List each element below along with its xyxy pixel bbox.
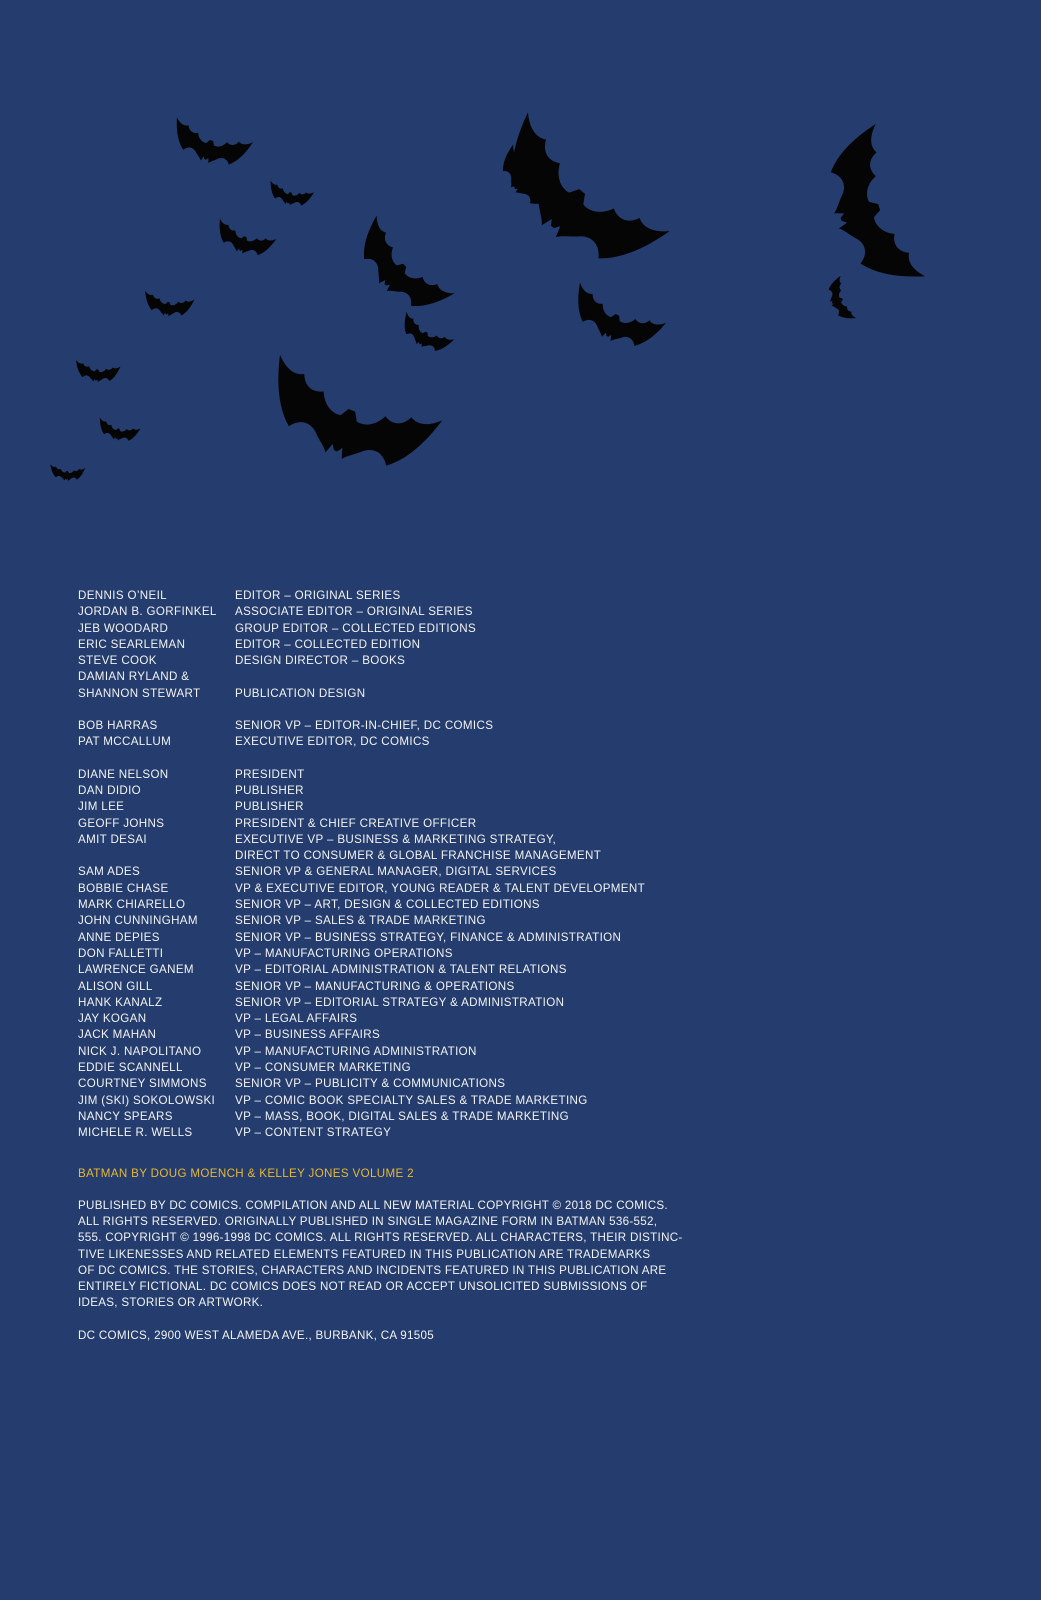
credit-name: JIM (SKI) SOKOLOWSKI: [78, 1093, 216, 1107]
legal-line: OF DC COMICS. THE STORIES, CHARACTERS AND INCIDENTS FEATURED IN THIS PUBLICATION ARE: [78, 1263, 667, 1277]
legal-line: PUBLISHED BY DC COMICS. COMPILATION AND ALL NEW MATERIAL COPYRIGHT © 2018 DC COMICS.: [78, 1199, 668, 1212]
credit-row: [78, 1076, 778, 1092]
credit-title: PUBLISHER: [235, 783, 304, 797]
credit-title: VP – EDITORIAL ADMINISTRATION & TALENT RELATIONS: [235, 963, 567, 977]
credit-row: [78, 734, 778, 750]
credit-row: [78, 604, 778, 620]
legal-line: ALL RIGHTS RESERVED. ORIGINALLY PUBLISHED IN SINGLE MAGAZINE FORM IN BATMAN 536-552,: [78, 1215, 658, 1229]
credit-title: [235, 669, 778, 685]
legal-notice: [78, 1198, 718, 1311]
bat-icon: [395, 312, 454, 360]
credit-name: ALISON GILL: [78, 979, 153, 993]
credit-name: JEB WOODARD: [78, 621, 169, 635]
credit-name: NANCY SPEARS: [78, 1109, 173, 1123]
credit-title: EDITOR – ORIGINAL SERIES: [235, 589, 401, 602]
credit-row: [78, 588, 778, 604]
credit-title: VP – COMIC BOOK SPECIALTY SALES & TRADE MARKETING: [235, 1093, 588, 1107]
bat-silhouettes-icon: [0, 0, 1041, 560]
publisher-address: DC COMICS, 2900 WEST ALAMEDA AVE., BURBANK, CA 91505: [78, 1329, 435, 1342]
credit-row: [78, 621, 778, 637]
credit-title: VP – BUSINESS AFFAIRS: [235, 1028, 381, 1042]
credit-title: SENIOR VP – EDITORIAL STRATEGY & ADMINISTRATION: [235, 995, 565, 1009]
credit-title: VP – MANUFACTURING OPERATIONS: [235, 946, 453, 960]
credit-name: COURTNEY SIMMONS: [78, 1077, 207, 1091]
credit-title: VP – MASS, BOOK, DIGITAL SALES & TRADE MARKETING: [235, 1109, 569, 1123]
credit-row: [78, 816, 778, 832]
credit-row: [78, 864, 778, 880]
credit-title: SENIOR VP – PUBLICITY & COMMUNICATIONS: [235, 1077, 506, 1091]
credit-row: [78, 979, 778, 995]
legal-line: TIVE LIKENESSES AND RELATED ELEMENTS FEATURED IN THIS PUBLICATION ARE TRADEMARKS: [78, 1247, 651, 1261]
credit-row: [78, 653, 778, 669]
credit-row: [78, 637, 778, 653]
credit-title: VP – MANUFACTURING ADMINISTRATION: [235, 1044, 477, 1058]
bat-icon: [266, 180, 314, 210]
credit-row: [78, 783, 778, 799]
credit-row: [78, 832, 778, 848]
credit-row: [78, 1125, 778, 1141]
credit-title: SENIOR VP – ART, DESIGN & COLLECTED EDITIONS: [235, 898, 540, 912]
bat-icon: [812, 124, 925, 297]
credit-row: [78, 930, 778, 946]
credit-name: DAN DIDIO: [78, 783, 142, 797]
credit-title: ASSOCIATE EDITOR – ORIGINAL SERIES: [235, 605, 473, 619]
credit-row: [78, 1044, 778, 1060]
credit-row: [78, 1060, 778, 1076]
bat-icon: [344, 216, 454, 326]
credit-row: [78, 767, 778, 783]
legal-line: 555. COPYRIGHT © 1996-1998 DC COMICS. ALL RIGHTS RESERVED. ALL CHARACTERS, THEIR DISTINC-: [78, 1231, 683, 1245]
credit-row: [78, 1093, 778, 1109]
credit-title: VP & EXECUTIVE EDITOR, YOUNG READER & TALENT DEVELOPMENT: [235, 881, 646, 895]
credit-title: EXECUTIVE VP – BUSINESS & MARKETING STRATEGY,: [235, 832, 557, 846]
credit-group: [78, 588, 778, 702]
credit-title: DESIGN DIRECTOR – BOOKS: [235, 654, 406, 668]
credit-group: [78, 767, 778, 1142]
bat-icon: [823, 276, 856, 325]
credit-row: [78, 1027, 778, 1043]
legal-line: ENTIRELY FICTIONAL. DC COMICS DOES NOT READ OR ACCEPT UNSOLICITED SUBMISSIONS OF: [78, 1280, 648, 1294]
credit-title: SENIOR VP & GENERAL MANAGER, DIGITAL SERVICES: [235, 865, 557, 879]
credit-title: PUBLICATION DESIGN: [235, 686, 366, 700]
legal-line: IDEAS, STORIES OR ARTWORK.: [78, 1296, 264, 1310]
credit-title: EXECUTIVE EDITOR, DC COMICS: [235, 735, 430, 749]
credit-name: ERIC SEARLEMAN: [78, 637, 186, 651]
credit-name: [78, 848, 235, 864]
bat-icon: [478, 112, 670, 290]
credit-name: AMIT DESAI: [78, 832, 147, 846]
credit-name: STEVE COOK: [78, 654, 157, 668]
bat-icon: [95, 417, 140, 445]
credit-title: DIRECT TO CONSUMER & GLOBAL FRANCHISE MANAGEMENT: [235, 849, 602, 863]
credit-row: [78, 1109, 778, 1125]
credit-title: PRESIDENT & CHIEF CREATIVE OFFICER: [235, 816, 477, 830]
credit-row: [78, 897, 778, 913]
bat-icon: [563, 283, 666, 359]
credit-title: VP – CONSUMER MARKETING: [235, 1061, 411, 1075]
credits-list: [78, 588, 778, 1158]
credit-row: [78, 848, 778, 864]
credit-title: SENIOR VP – BUSINESS STRATEGY, FINANCE & ADMINISTRATION: [235, 930, 622, 944]
credit-name: JIM LEE: [78, 800, 125, 814]
credit-name: MICHELE R. WELLS: [78, 1126, 193, 1140]
bat-icon: [167, 117, 253, 174]
credit-name: GEOFF JOHNS: [78, 816, 165, 830]
book-title: BATMAN BY DOUG MOENCH & KELLEY JONES VOLUME 2: [78, 1167, 414, 1180]
credit-name: JOHN CUNNINGHAM: [78, 914, 198, 928]
bat-icon: [211, 218, 276, 262]
credit-title: VP – CONTENT STRATEGY: [235, 1126, 392, 1140]
credit-title: PUBLISHER: [235, 800, 304, 814]
credit-title: EDITOR – COLLECTED EDITION: [235, 637, 421, 651]
credit-name: BOBBIE CHASE: [78, 881, 169, 895]
credit-title: SENIOR VP – SALES & TRADE MARKETING: [235, 914, 486, 928]
credit-title: SENIOR VP – EDITOR-IN-CHIEF, DC COMICS: [235, 719, 494, 733]
credit-name: JACK MAHAN: [78, 1028, 157, 1042]
bat-icon: [49, 464, 85, 482]
bat-icon: [141, 291, 194, 320]
credit-name: DIANE NELSON: [78, 767, 169, 781]
bat-icon: [73, 360, 120, 385]
credit-row: [78, 1011, 778, 1027]
credit-row: [78, 946, 778, 962]
credit-title: GROUP EDITOR – COLLECTED EDITIONS: [235, 621, 477, 635]
bat-icon: [252, 355, 442, 489]
credit-name: SAM ADES: [78, 865, 141, 879]
credit-row: [78, 686, 778, 702]
credit-name: BOB HARRAS: [78, 719, 158, 733]
credit-name: ANNE DEPIES: [78, 930, 160, 944]
credit-row: [78, 669, 778, 685]
credit-name: HANK KANALZ: [78, 995, 163, 1009]
credit-row: [78, 962, 778, 978]
credit-row: [78, 799, 778, 815]
credit-title: SENIOR VP – MANUFACTURING & OPERATIONS: [235, 979, 515, 993]
credit-name: NICK J. NAPOLITANO: [78, 1044, 202, 1058]
credit-row: [78, 913, 778, 929]
credit-name: DENNIS O’NEIL: [78, 589, 167, 602]
credit-row: [78, 718, 778, 734]
credit-row: [78, 995, 778, 1011]
credit-name: DAMIAN RYLAND &: [78, 670, 190, 684]
credit-row: [78, 881, 778, 897]
credit-name: SHANNON STEWART: [78, 686, 201, 700]
credit-title: PRESIDENT: [235, 767, 305, 781]
credit-group: [78, 718, 778, 751]
credit-name: JAY KOGAN: [78, 1012, 147, 1026]
credit-name: MARK CHIARELLO: [78, 898, 186, 912]
credit-name: LAWRENCE GANEM: [78, 963, 194, 977]
credit-name: PAT MCCALLUM: [78, 735, 172, 749]
credit-name: JORDAN B. GORFINKEL: [78, 605, 217, 619]
credit-name: EDDIE SCANNELL: [78, 1061, 183, 1075]
credit-title: VP – LEGAL AFFAIRS: [235, 1012, 358, 1026]
credit-name: DON FALLETTI: [78, 946, 164, 960]
